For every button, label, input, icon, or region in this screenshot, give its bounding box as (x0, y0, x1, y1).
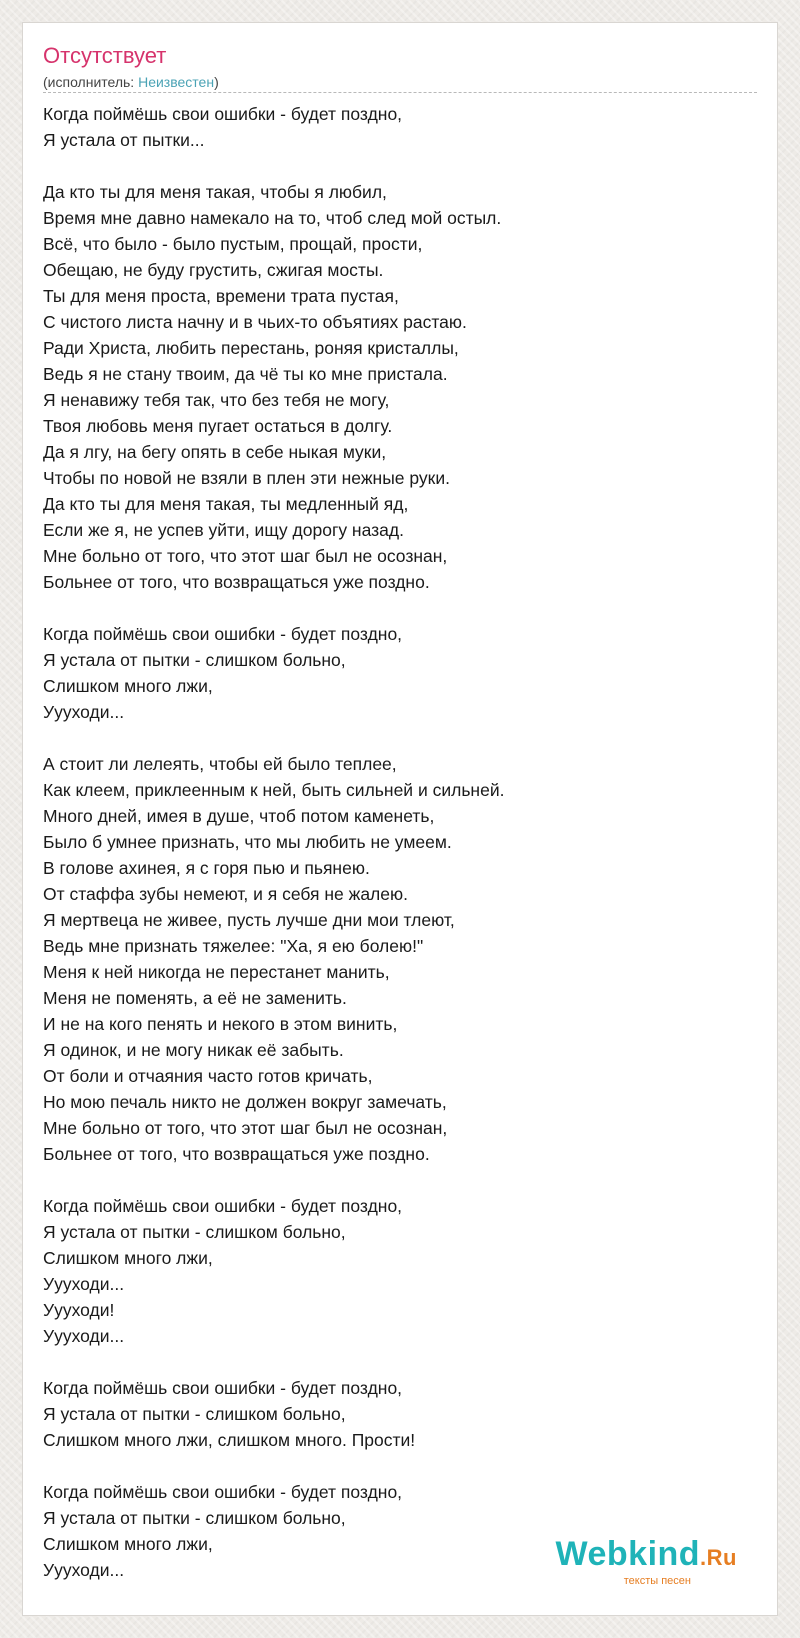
lyric-line: Когда поймёшь свои ошибки - будет поздно, (43, 624, 403, 644)
lyric-line: Мне больно от того, что этот шаг был не осознан, (43, 1118, 448, 1138)
lyric-line: Чтобы по новой не взяли в плен эти нежные руки. (43, 468, 450, 488)
lyric-line: Уууходи... (43, 702, 125, 722)
lyric-line: Когда поймёшь свои ошибки - будет поздно, (43, 1378, 403, 1398)
lyric-line: Твоя любовь меня пугает остаться в долгу. (43, 416, 393, 436)
stanza (43, 1375, 743, 1453)
lyric-line: Ради Христа, любить перестань, роняя кристаллы, (43, 338, 459, 358)
lyric-line: Да я лгу, на бегу опять в себе ныкая муки, (43, 442, 387, 462)
lyric-line: Ведь я не стану твоим, да чё ты ко мне пристала. (43, 364, 448, 384)
lyric-line: Да кто ты для меня такая, чтобы я любил, (43, 182, 387, 202)
artist-link[interactable]: Неизвестен (138, 74, 215, 90)
stanza (43, 751, 743, 1167)
lyric-line: Слишком много лжи, слишком много. Прости! (43, 1430, 416, 1450)
lyric-line: Обещаю, не буду грустить, сжигая мосты. (43, 260, 384, 280)
lyric-line: Больнее от того, что возвращаться уже поздно. (43, 572, 430, 592)
lyrics-body (43, 101, 743, 1609)
lyric-line: Меня не поменять, а её не заменить. (43, 988, 347, 1008)
lyric-line: Когда поймёшь свои ошибки - будет поздно, (43, 1482, 403, 1502)
stanza (43, 1193, 743, 1349)
song-title: Отсутствует (43, 43, 167, 68)
lyric-line: Я устала от пытки... (43, 130, 205, 150)
lyric-line: Ведь мне признать тяжелее: "Ха, я ею болею!" (43, 936, 424, 956)
lyric-line: Я устала от пытки - слишком больно, (43, 650, 346, 670)
lyric-line: Слишком много лжи, (43, 676, 213, 696)
lyric-line: Всё, что было - было пустым, прощай, прости, (43, 234, 423, 254)
lyric-line: Да кто ты для меня такая, ты медленный яд, (43, 494, 409, 514)
lyric-line: Я устала от пытки - слишком больно, (43, 1222, 346, 1242)
lyric-line: Уууходи... (43, 1326, 125, 1346)
lyric-line: Слишком много лжи, (43, 1534, 213, 1554)
lyric-line: Уууходи! (43, 1300, 115, 1320)
artist-line (43, 73, 219, 91)
lyric-line: Я мертвеца не живее, пусть лучше дни мои тлеют, (43, 910, 455, 930)
lyric-line: Было б умнее признать, что мы любить не умеем. (43, 832, 452, 852)
lyric-line: От боли и отчаяния часто готов кричать, (43, 1066, 373, 1086)
lyric-line: Меня к ней никогда не перестанет манить, (43, 962, 390, 982)
lyric-line: Много дней, имея в душе, чтоб потом каменеть, (43, 806, 435, 826)
lyric-line: Как клеем, приклеенным к ней, быть сильней и сильней. (43, 780, 505, 800)
lyric-line: С чистого листа начну и в чьих-то объятиях растаю. (43, 312, 467, 332)
logo-tld: .Ru (700, 1545, 737, 1570)
lyric-line: Время мне давно намекало на то, чтоб след мой остыл. (43, 208, 502, 228)
lyric-line: Я одинок, и не могу никак её забыть. (43, 1040, 344, 1060)
site-logo (556, 1537, 738, 1587)
lyric-line: Мне больно от того, что этот шаг был не осознан, (43, 546, 448, 566)
lyric-line: Я устала от пытки - слишком больно, (43, 1404, 346, 1424)
lyric-line: От стаффа зубы немеют, и я себя не жалею. (43, 884, 408, 904)
logo-name: Webkind (555, 1535, 701, 1573)
lyric-line: Я устала от пытки - слишком больно, (43, 1508, 346, 1528)
lyric-line: Когда поймёшь свои ошибки - будет поздно, (43, 104, 403, 124)
artist-suffix: ) (214, 74, 219, 90)
lyric-line: Больнее от того, что возвращаться уже поздно. (43, 1144, 430, 1164)
lyric-line: А стоит ли лелеять, чтобы ей было теплее, (43, 754, 397, 774)
stanza (43, 101, 743, 153)
lyrics-card (22, 22, 778, 1616)
lyric-line: Но мою печаль никто не должен вокруг замечать, (43, 1092, 447, 1112)
lyric-line: Я ненавижу тебя так, что без тебя не могу, (43, 390, 390, 410)
logo-tagline: тексты песен (623, 1575, 691, 1587)
logo-wordmark (556, 1537, 738, 1575)
title-divider (43, 92, 757, 93)
stanza (43, 179, 743, 595)
lyric-line: Ты для меня проста, времени трата пустая, (43, 286, 399, 306)
lyric-line: Когда поймёшь свои ошибки - будет поздно, (43, 1196, 403, 1216)
stanza (43, 621, 743, 725)
lyric-line: Если же я, не успев уйти, ищу дорогу назад. (43, 520, 404, 540)
lyric-line: Уууходи... (43, 1274, 125, 1294)
lyric-line: Слишком много лжи, (43, 1248, 213, 1268)
lyric-line: Уууходи... (43, 1560, 125, 1580)
lyric-line: В голове ахинея, я с горя пью и пьянею. (43, 858, 370, 878)
artist-prefix: (исполнитель: (43, 74, 139, 90)
lyric-line: И не на кого пенять и некого в этом винить, (43, 1014, 398, 1034)
